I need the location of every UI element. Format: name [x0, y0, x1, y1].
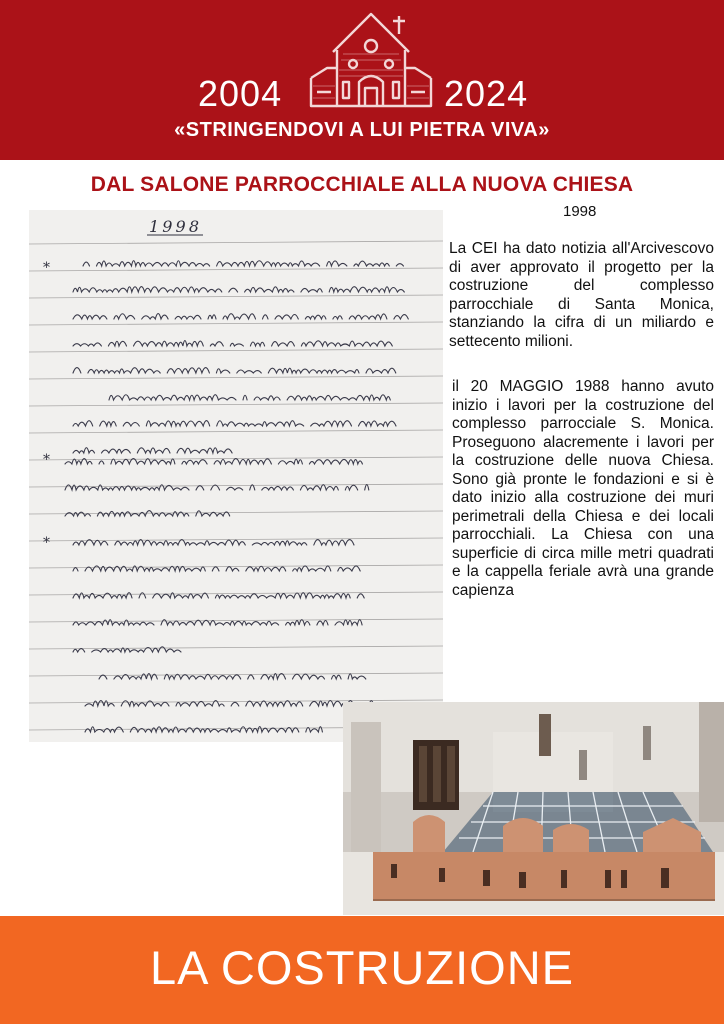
text-paragraph-2: il 20 MAGGIO 1988 hanno avuto inizio i lavori per la costruzione del complesso parrocciale S. Monica. Proseguono alacremente i lavori per la costruzione delle nuova Chiesa. Sono già pronte le fondazioni e si è dato inizio alla costruzione dei muri perimetrali della Chiesa e dei locali parrocchiali. La Chiesa con una superficie di circa mille metri quadrati e la cappella feriale avrà una grande capienza — [452, 378, 714, 599]
notebook-heading: 1998 — [149, 217, 199, 236]
church-model-illustration — [343, 702, 724, 915]
header-banner — [0, 0, 724, 160]
svg-text:*: * — [43, 535, 50, 551]
church-facade-icon — [303, 8, 439, 112]
svg-text:*: * — [43, 260, 50, 276]
footer-banner — [0, 916, 724, 1024]
handwritten-notebook-photo — [29, 210, 443, 742]
anniversary-year-start: 2004 — [198, 73, 283, 114]
section-title: DAL SALONE PARROCCHIALE ALLA NUOVA CHIESA — [90, 173, 634, 196]
church-model-photo — [343, 702, 724, 915]
svg-text:*: * — [43, 452, 50, 468]
text-paragraph-1: La CEI ha dato notizia all'Arcivescovo di aver approvato il progetto per la costruzione del complesso parrocchiale di Santa Monica, stanziando la cifra di un miliardo e settecento milioni. — [449, 240, 714, 350]
anniversary-year-end: 2024 — [444, 73, 529, 114]
section-year: 1998 — [563, 203, 597, 220]
notebook-page — [29, 210, 443, 742]
header-motto: «STRINGENDOVI A LUI PIETRA VIVA» — [174, 119, 550, 141]
footer-title: LA COSTRUZIONE — [149, 941, 574, 994]
